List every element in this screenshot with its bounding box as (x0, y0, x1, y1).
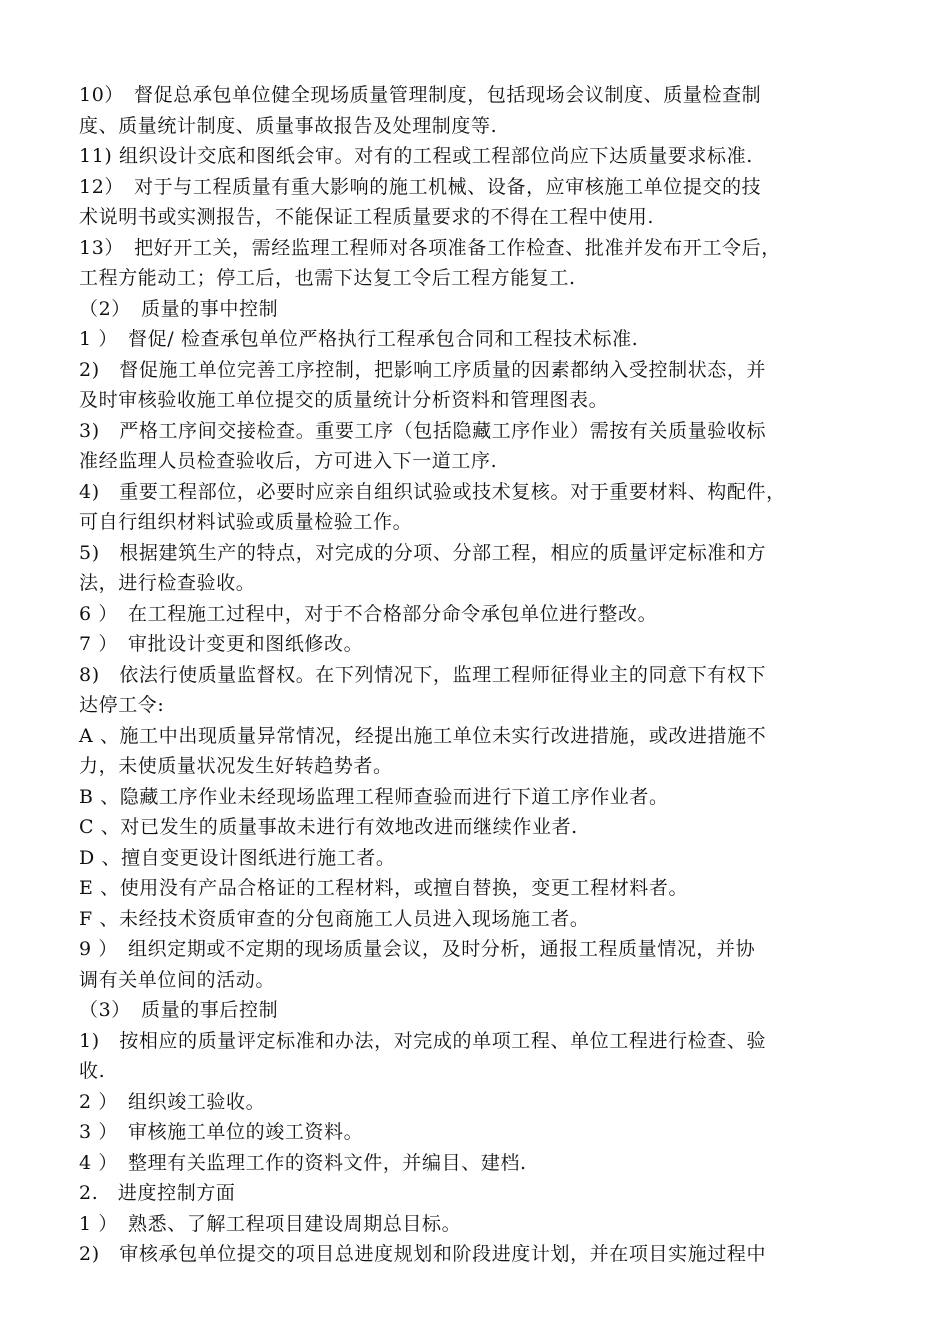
text-line: 11) 组织设计交底和图纸会审。对有的工程或工程部位尚应下达质量要求标准. (79, 145, 753, 167)
text-line: D 、擅自变更设计图纸进行施工者。 (79, 846, 396, 869)
section-heading: 2. 进度控制方面 (79, 1182, 236, 1204)
text-line: B 、隐藏工序作业未经现场监理工程师查验而进行下道工序作业者。 (79, 785, 669, 808)
text-line: 12） 对于与工程质量有重大影响的施工机械、设备，应审核施工单位提交的技 (79, 175, 762, 198)
text-line: 术说明书或实测报告，不能保证工程质量要求的不得在工程中使用. (79, 206, 655, 228)
text-line: 4) 重要工程部位，必要时应亲自组织试验或技术复核。对于重要材料、构配件， (79, 480, 786, 503)
text-line: 2 ） 组织竣工验收。 (79, 1090, 266, 1113)
section-heading: （2） 质量的事中控制 (79, 297, 279, 320)
text-line: 13） 把好开工关，需经监理工程师对各项准备工作检查、批准并发布开工令后， (79, 236, 781, 259)
text-line: C 、对已发生的质量事故未进行有效地改进而继续作业者. (79, 816, 578, 838)
text-line: 2) 督促施工单位完善工序控制，把影响工序质量的因素都纳入受控制状态，并 (79, 358, 767, 381)
text-line: F 、未经技术资质审查的分包商施工人员进入现场施工者。 (79, 907, 590, 930)
text-line: 力，未使质量状况发生好转趋势者。 (79, 755, 393, 777)
text-line: 工程方能动工；停工后，也需下达复工令后工程方能复工. (79, 267, 576, 289)
text-line: 准经监理人员检查验收后，方可进入下一道工序. (79, 450, 498, 472)
text-line: 可自行组织材料试验或质量检验工作。 (79, 511, 413, 533)
text-line: 8) 依法行使质量监督权。在下列情况下，监理工程师征得业主的同意下有权下 (79, 663, 767, 686)
text-line: 调有关单位间的活动。 (79, 968, 276, 991)
text-line: 及时审核验收施工单位提交的质量统计分析资料和管理图表。 (79, 389, 609, 411)
text-line: 5) 根据建筑生产的特点，对完成的分项、分部工程，相应的质量评定标准和方 (79, 541, 767, 564)
section-heading: （3） 质量的事后控制 (79, 999, 279, 1021)
text-line: 9 ） 组织定期或不定期的现场质量会议，及时分析，通报工程质量情况，并协 (79, 938, 756, 960)
text-line: 法，进行检查验收。 (79, 572, 256, 594)
text-line: 7 ） 审批设计变更和图纸修改。 (79, 633, 364, 655)
text-line: 2) 审核承包单位提交的项目总进度规划和阶段进度计划，并在项目实施过程中 (79, 1243, 767, 1265)
text-line: 3) 严格工序间交接检查。重要工序（包括隐藏工序作业）需按有关质量验收标 (79, 419, 767, 442)
text-line: 3 ） 审核施工单位的竣工资料。 (79, 1121, 364, 1143)
text-line: 达停工令: (79, 694, 165, 716)
text-line: 度、质量统计制度、质量事故报告及处理制度等. (79, 114, 498, 137)
text-line: 4 ） 整理有关监理工作的资料文件，并编目、建档. (79, 1151, 527, 1174)
text-line: A 、施工中出现质量异常情况，经提出施工单位未实行改进措施，或改进措施不 (79, 724, 767, 747)
text-line: 10） 督促总承包单位健全现场质量管理制度，包括现场会议制度、质量检查制 (79, 84, 762, 106)
text-line: 收. (79, 1060, 106, 1082)
text-line: 1 ） 督促/ 检查承包单位严格执行工程承包合同和工程技术标准. (79, 328, 639, 350)
document-body (79, 80, 874, 1270)
text-line: 1 ） 熟悉、了解工程项目建设周期总目标。 (79, 1212, 462, 1235)
text-line: E 、使用没有产品合格证的工程材料，或擅自替换，变更工程材料者。 (79, 877, 689, 899)
text-line: 1) 按相应的质量评定标准和办法，对完成的单项工程、单位工程进行检查、验 (79, 1029, 767, 1052)
text-line: 6 ） 在工程施工过程中，对于不合格部分命令承包单位进行整改。 (79, 602, 658, 625)
